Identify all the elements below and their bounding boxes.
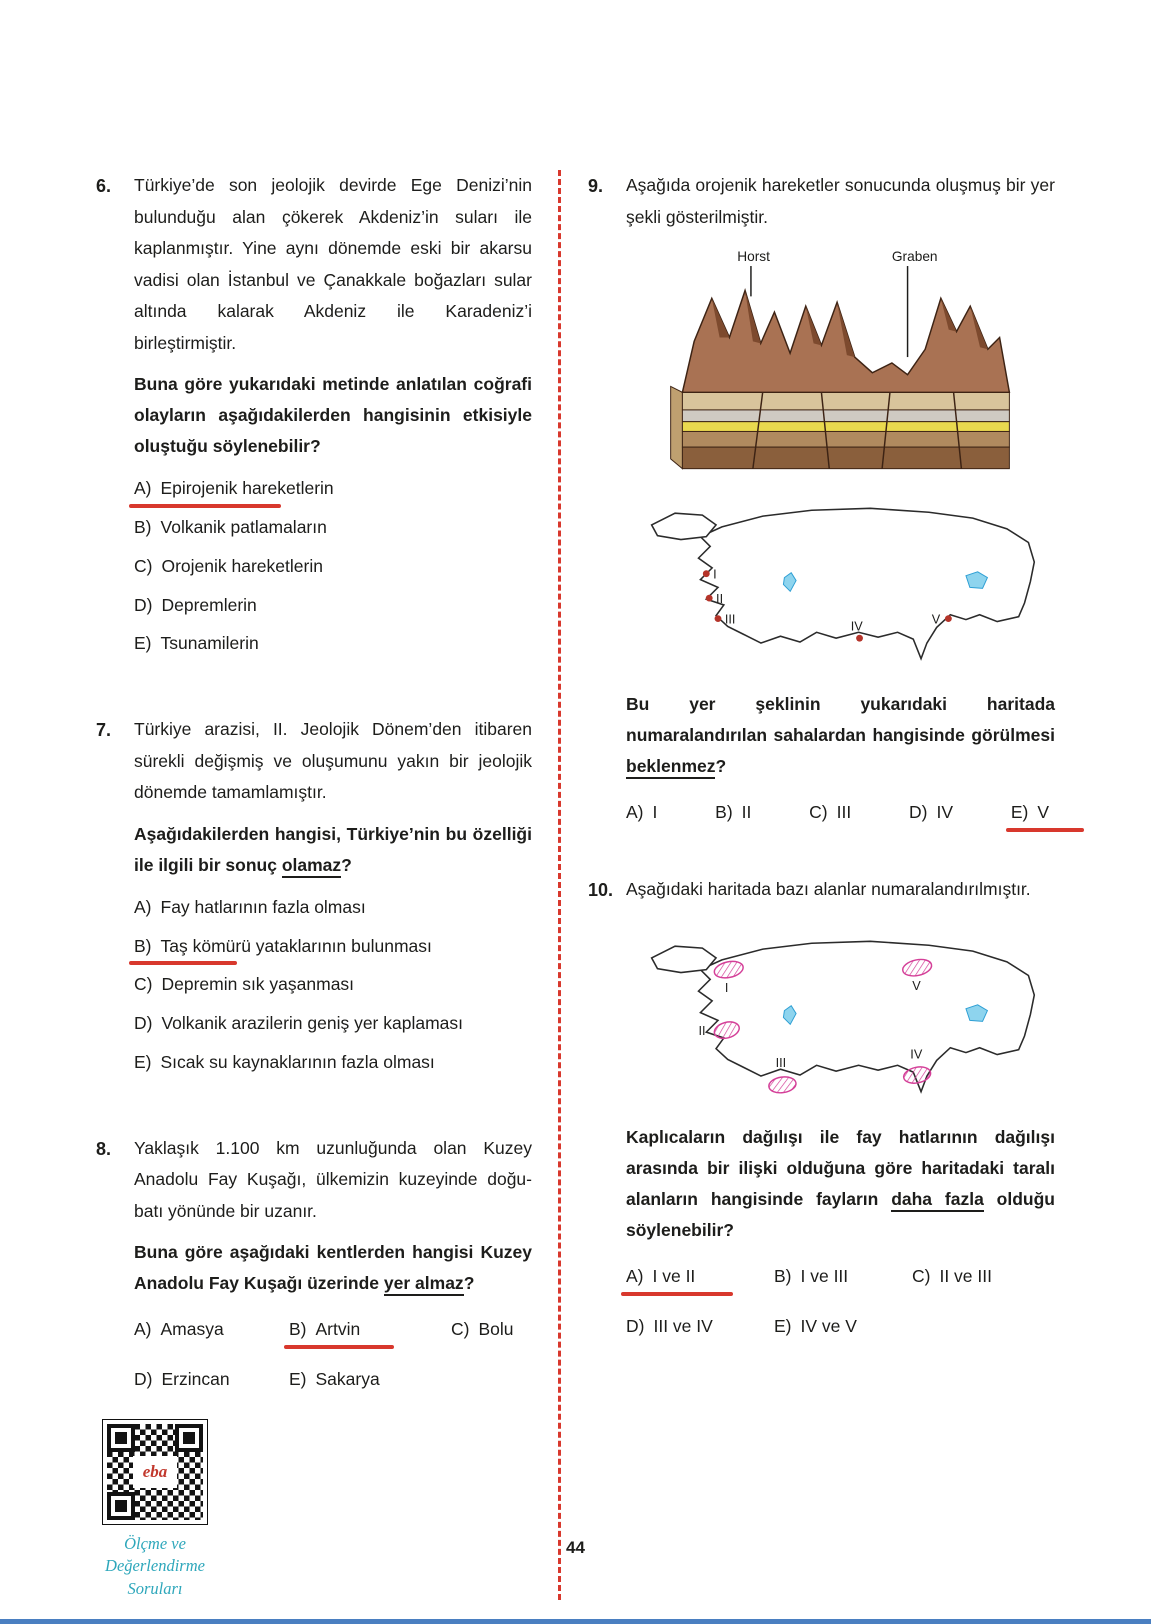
option-6-e (134, 629, 259, 659)
graben-label: Graben (891, 249, 938, 265)
option-label: B) (134, 935, 152, 956)
option-text: V (1037, 802, 1049, 823)
qr-finder-icon (107, 1424, 135, 1452)
option-text: Artvin (315, 1319, 361, 1340)
option-10-c (912, 1262, 992, 1292)
area-label-2: II (697, 1023, 706, 1038)
area-label-5: V (911, 978, 921, 993)
marker-dot-5 (944, 615, 951, 622)
option-text: Amasya (160, 1319, 224, 1340)
option-text: III ve IV (653, 1315, 713, 1336)
option-label: C) (451, 1319, 470, 1340)
question-8-stem (134, 1237, 532, 1299)
eba-logo-text: eba (142, 1461, 168, 1481)
option-label: A) (626, 1266, 644, 1287)
option-label: C) (809, 802, 828, 823)
option-label: D) (134, 1013, 153, 1034)
question-9-content (626, 170, 1055, 828)
option-text: Depremin sık yaşanması (161, 974, 355, 995)
question-9-number: 9. (588, 176, 604, 196)
option-label: E) (774, 1315, 792, 1336)
question-7-content (134, 714, 532, 1087)
qr-code (102, 1419, 208, 1525)
option-10-b (774, 1262, 848, 1292)
marker-dot-1 (702, 570, 709, 577)
option-label: B) (289, 1319, 307, 1340)
stem-underlined-word: daha fazla (891, 1189, 984, 1212)
marker-label-2: II (715, 592, 723, 607)
question-7-number: 7. (96, 720, 112, 741)
area-label-1: I (724, 980, 728, 995)
option-label: E) (134, 633, 152, 654)
question-10-number: 10. (588, 880, 614, 901)
option-8-c (451, 1315, 514, 1345)
marker-label-1: I (712, 567, 717, 582)
question-8-options (134, 1315, 532, 1395)
question-9-stem (626, 689, 1055, 782)
option-text: Tsunamilerin (160, 633, 259, 654)
question-8 (96, 1133, 532, 1395)
option-text: Volkanik arazilerin geniş yer kaplaması (161, 1013, 464, 1034)
option-text: I (652, 802, 658, 823)
right-column (561, 170, 1055, 1600)
option-label: A) (626, 802, 644, 823)
option-label: A) (134, 478, 152, 499)
question-7 (96, 714, 532, 1087)
option-10-d (626, 1312, 713, 1342)
bottom-edge-bar (0, 1619, 1151, 1624)
option-label: C) (134, 555, 153, 576)
turkey-map-q9 (636, 487, 1046, 679)
area-3 (767, 1075, 796, 1094)
question-7-body: Türkiye arazisi, II. Jeolojik Dönem’den itibaren sürekli değişmiş ve oluşumunu yakın bir jeolojik dönemde tamamlamıştır. (134, 719, 532, 803)
thrace-outline (651, 513, 715, 539)
option-8-e (289, 1365, 380, 1395)
question-6-content (134, 170, 532, 668)
option-6-a (134, 474, 334, 504)
option-8-a (134, 1315, 224, 1345)
option-9-a (626, 798, 657, 828)
option-label: A) (134, 896, 152, 917)
option-text: Erzincan (161, 1369, 230, 1390)
qr-block (96, 1419, 214, 1600)
option-text: Bolu (478, 1319, 514, 1340)
stem-underlined-word: beklenmez (626, 756, 715, 779)
option-text: I ve III (800, 1266, 849, 1287)
option-label: B) (134, 517, 152, 538)
option-9-e (1011, 798, 1049, 828)
option-7-c (134, 970, 354, 1000)
option-9-c (809, 798, 851, 828)
option-7-b (134, 932, 432, 962)
question-9 (588, 170, 1055, 828)
option-text: III (836, 802, 852, 823)
eba-logo (133, 1456, 177, 1488)
turkey-map-q10 (636, 920, 1046, 1112)
stem-underlined-word: yer almaz (384, 1273, 464, 1296)
question-8-content (134, 1133, 532, 1395)
question-10-body: Aşağıdaki haritada bazı alanlar numaralandırılmıştır. (626, 879, 1031, 900)
question-7-options (134, 893, 532, 1078)
thrace-outline (651, 946, 715, 972)
option-7-e (134, 1048, 435, 1078)
question-10-content (626, 874, 1055, 1342)
marker-label-3: III (724, 612, 735, 627)
question-8-number: 8. (96, 1138, 112, 1159)
marker-label-4: IV (850, 619, 863, 634)
option-text: IV (936, 802, 954, 823)
stem-underlined-word: olamaz (282, 855, 341, 878)
option-text: Taş kömürü yataklarının bulunması (160, 935, 432, 956)
option-text: I ve II (652, 1266, 696, 1287)
option-label: E) (134, 1051, 152, 1072)
question-10 (588, 874, 1055, 1342)
option-text: II (741, 802, 752, 823)
horst-graben-diagram (655, 247, 1027, 473)
page-number: 44 (566, 1538, 585, 1557)
option-10-a (626, 1262, 695, 1292)
qr-finder-icon (107, 1492, 135, 1520)
stem-text: ? (715, 756, 727, 777)
option-7-a (134, 893, 366, 923)
marker-dot-4 (856, 635, 863, 642)
option-label: C) (912, 1266, 931, 1287)
option-label: D) (909, 802, 928, 823)
option-label: D) (134, 1369, 153, 1390)
option-9-d (909, 798, 953, 828)
marker-dot-3 (714, 615, 721, 622)
question-10-options (626, 1262, 1055, 1342)
option-text: Epirojenik hareketlerin (160, 478, 334, 499)
area-label-4: IV (909, 1047, 922, 1062)
stem-text: Bu yer şeklinin yukarıdaki haritada numaralandırılan sahalardan hangisinde görülmesi (626, 694, 1055, 746)
stem-text: Aşağıdakilerden hangisi, Türkiye’nin bu özelliği ile ilgili bir sonuç (134, 823, 532, 875)
area-label-3: III (775, 1055, 786, 1070)
option-label: A) (134, 1319, 152, 1340)
option-7-d (134, 1009, 463, 1039)
question-6 (96, 170, 532, 668)
option-text: Orojenik hareketlerin (161, 555, 323, 576)
question-9-body: Aşağıda orojenik hareketler sonucunda oluşmuş bir yer şekli gösterilmiştir. (626, 175, 1055, 227)
horst-label: Horst (736, 249, 770, 265)
stem-text: ? (463, 1273, 475, 1294)
option-text: II ve III (939, 1266, 992, 1287)
stem-text: Buna göre aşağıdaki kentlerden hangisi Kuzey Anadolu Fay Kuşağı üzerinde (134, 1242, 532, 1294)
question-6-number: 6. (96, 176, 112, 196)
stem-text: ? (341, 854, 352, 875)
option-label: B) (774, 1266, 792, 1287)
qr-caption: Ölçme ve Değerlendirme Soruları (105, 1533, 205, 1598)
question-8-body: Yaklaşık 1.100 km uzunluğunda olan Kuzey Anadolu Fay Kuşağı, ülkemizin kuzeyinde doğu-batı yönünde bir uzanır. (134, 1137, 532, 1221)
stem-text: olduğu söylenebilir? (626, 1188, 1055, 1241)
option-6-d (134, 591, 257, 621)
option-text: IV ve V (800, 1315, 857, 1336)
option-label: E) (1010, 802, 1029, 823)
option-10-e (774, 1312, 857, 1342)
question-9-options (626, 798, 1055, 828)
option-text: Sıcak su kaynaklarının fazla olması (160, 1051, 435, 1072)
option-label: D) (626, 1315, 645, 1336)
option-label: B) (715, 802, 733, 823)
option-8-b (289, 1315, 360, 1345)
option-9-b (715, 798, 751, 828)
qr-finder-icon (175, 1424, 203, 1452)
left-column (96, 170, 532, 1600)
question-10-stem (626, 1122, 1055, 1247)
option-text: Volkanik patlamaların (160, 517, 327, 538)
marker-dot-2 (705, 595, 712, 602)
marker-label-5: V (931, 612, 940, 627)
option-6-b (134, 513, 327, 543)
option-label: E) (289, 1369, 307, 1390)
option-8-d (134, 1365, 230, 1395)
question-6-body: Türkiye’de son jeolojik devirde Ege Denizi’nin bulunduğu alan çökerek Akdeniz’in suları ile kaplanmıştır. Yine aynı dönemde eski bir akarsu vadisi olan İstanbul ve Çanakkale boğazları sular altında kalarak Akdeniz ile Karadeniz’i birleştirmiştir. (134, 175, 532, 353)
stem-text: Kaplıcaların dağılışı ile fay hatlarının dağılışı arasında bir ilişki olduğuna göre haritadaki taralı alanların hangisinde fayların (626, 1126, 1055, 1209)
option-6-c (134, 552, 323, 582)
option-label: D) (134, 594, 153, 615)
option-text: Depremlerin (161, 594, 257, 615)
option-label: C) (134, 974, 153, 995)
option-text: Fay hatlarının fazla olması (160, 896, 366, 917)
question-6-options (134, 474, 532, 659)
block-strata (670, 386, 1009, 468)
question-7-stem (134, 819, 532, 881)
question-6-stem: Buna göre yukarıdaki metinde anlatılan coğrafi olayların aşağıdakilerden hangisinin etkisiyle oluştuğu söylenebilir? (134, 374, 532, 457)
option-text: Sakarya (315, 1369, 380, 1390)
